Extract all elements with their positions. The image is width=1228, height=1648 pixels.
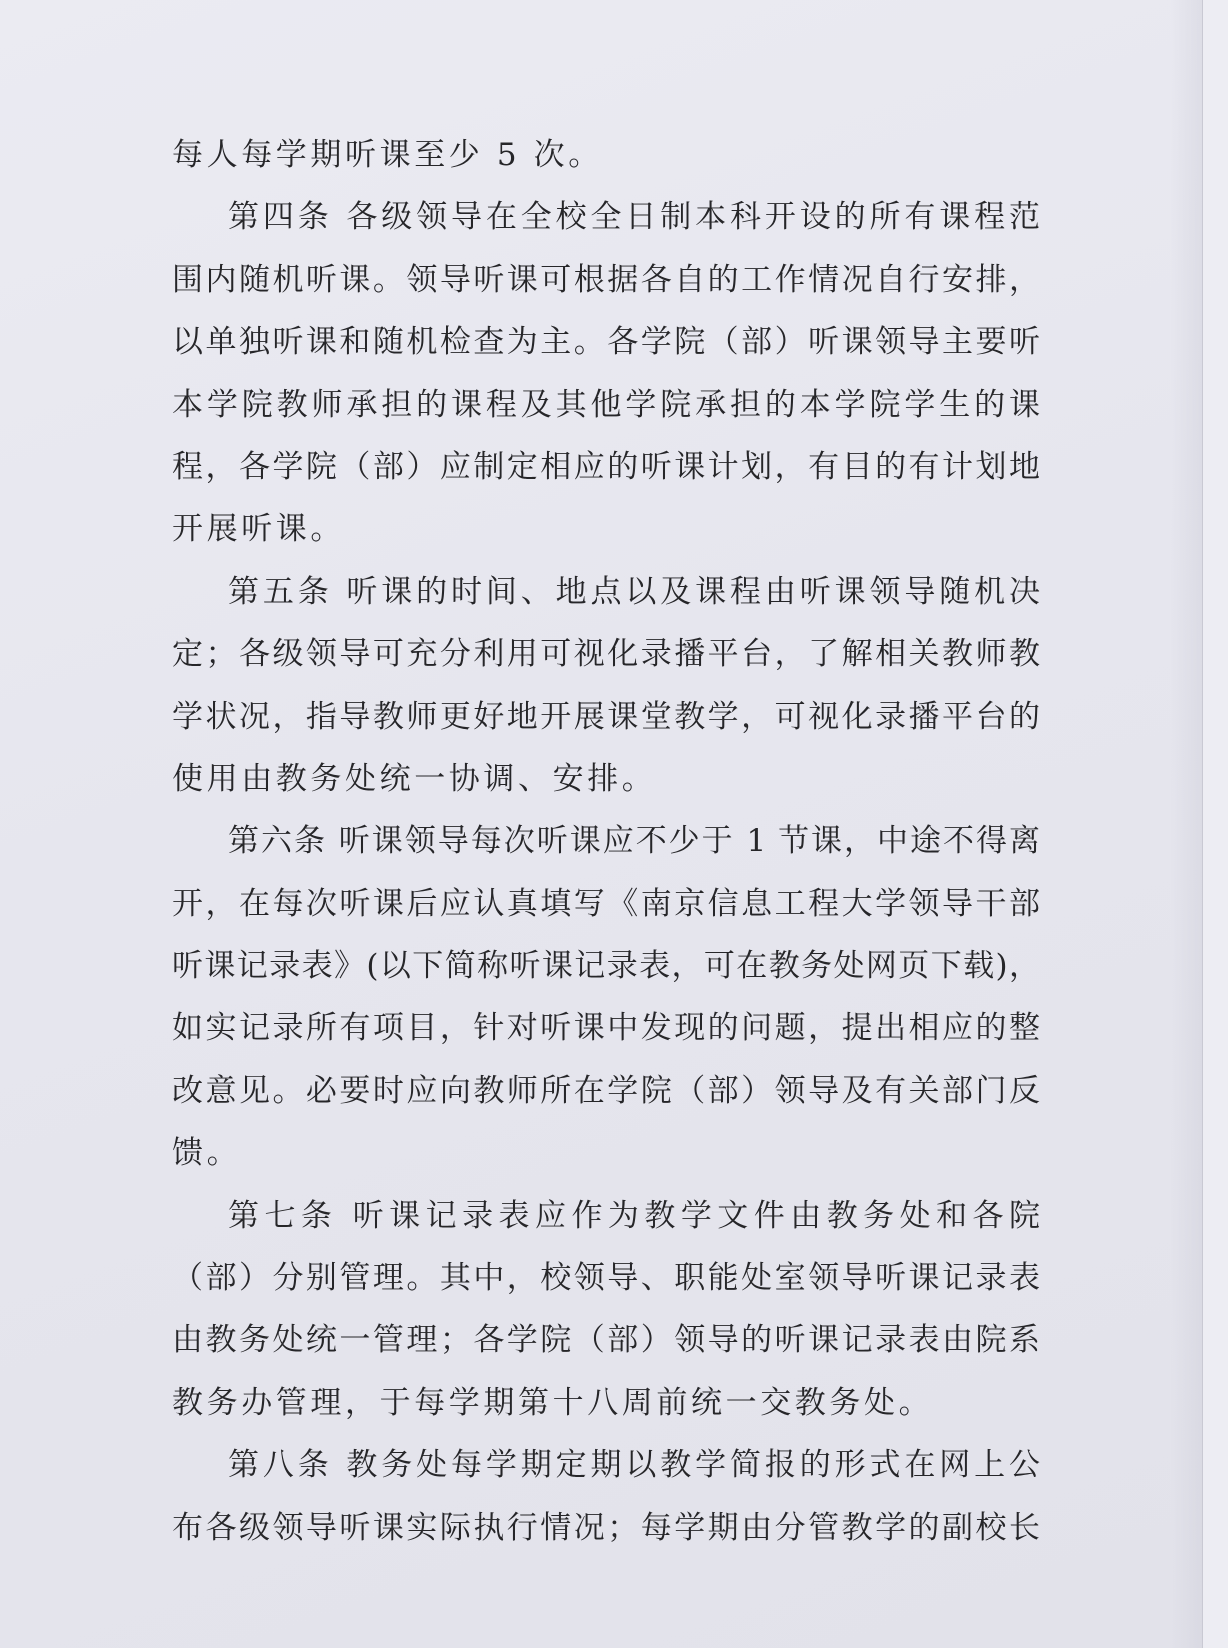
text-line: 第八条 教务处每学期定期以教学简报的形式在网上公 — [228, 1447, 1040, 1484]
text-line: 改意见。必要时应向教师所在学院（部）领导及有关部门反 — [172, 1072, 1040, 1109]
text-line: 馈。 — [172, 1135, 242, 1172]
text-line: 开展听课。 — [172, 511, 345, 548]
page-edge-shadow — [1170, 0, 1202, 1648]
text-line: 使用由教务处统一协调、安排。 — [172, 760, 657, 797]
text-line: 开，在每次听课后应认真填写《南京信息工程大学领导干部 — [172, 885, 1040, 922]
text-line: 教务办管理，于每学期第十八周前统一交教务处。 — [172, 1384, 934, 1421]
text-line: 本学院教师承担的课程及其他学院承担的本学院学生的课 — [172, 386, 1040, 423]
text-line: 如实记录所有项目，针对听课中发现的问题，提出相应的整 — [172, 1010, 1040, 1047]
text-line: 学状况，指导教师更好地开展课堂教学，可视化录播平台的 — [172, 698, 1040, 735]
text-line: 布各级领导听课实际执行情况；每学期由分管教学的副校长 — [172, 1509, 1040, 1546]
article-4-paragraph — [172, 186, 1040, 560]
text-line: 程，各学院（部）应制定相应的听课计划，有目的有计划地 — [172, 448, 1040, 485]
article-7-paragraph — [172, 1185, 1040, 1435]
text-line: 由教务处统一管理；各学院（部）领导的听课记录表由院系 — [172, 1322, 1040, 1359]
text-line: 第七条 听课记录表应作为教学文件由教务处和各院 — [228, 1197, 1040, 1234]
article-5-paragraph — [172, 561, 1040, 811]
text-line: 以单独听课和随机检查为主。各学院（部）听课领导主要听 — [172, 324, 1040, 361]
text-line: 第四条 各级领导在全校全日制本科开设的所有课程范 — [228, 199, 1040, 236]
text-line: 定；各级领导可充分利用可视化录播平台，了解相关教师教 — [172, 636, 1040, 673]
text-line: 第六条 听课领导每次听课应不少于 1 节课，中途不得离 — [228, 823, 1040, 860]
paragraph-continuation — [172, 124, 1040, 186]
text-line: 第五条 听课的时间、地点以及课程由听课领导随机决 — [228, 573, 1040, 610]
text-line: 围内随机听课。领导听课可根据各自的工作情况自行安排， — [172, 261, 1040, 298]
article-6-paragraph — [172, 810, 1040, 1184]
page-edge — [1202, 0, 1228, 1648]
text-line: （部）分别管理。其中，校领导、职能处室领导听课记录表 — [172, 1260, 1040, 1297]
document-body — [172, 124, 1040, 1559]
text-line: 每人每学期听课至少 5 次。 — [172, 137, 603, 173]
article-8-paragraph — [172, 1434, 1040, 1559]
text-line: 听课记录表》(以下简称听课记录表，可在教务处网页下载)， — [172, 948, 1040, 985]
